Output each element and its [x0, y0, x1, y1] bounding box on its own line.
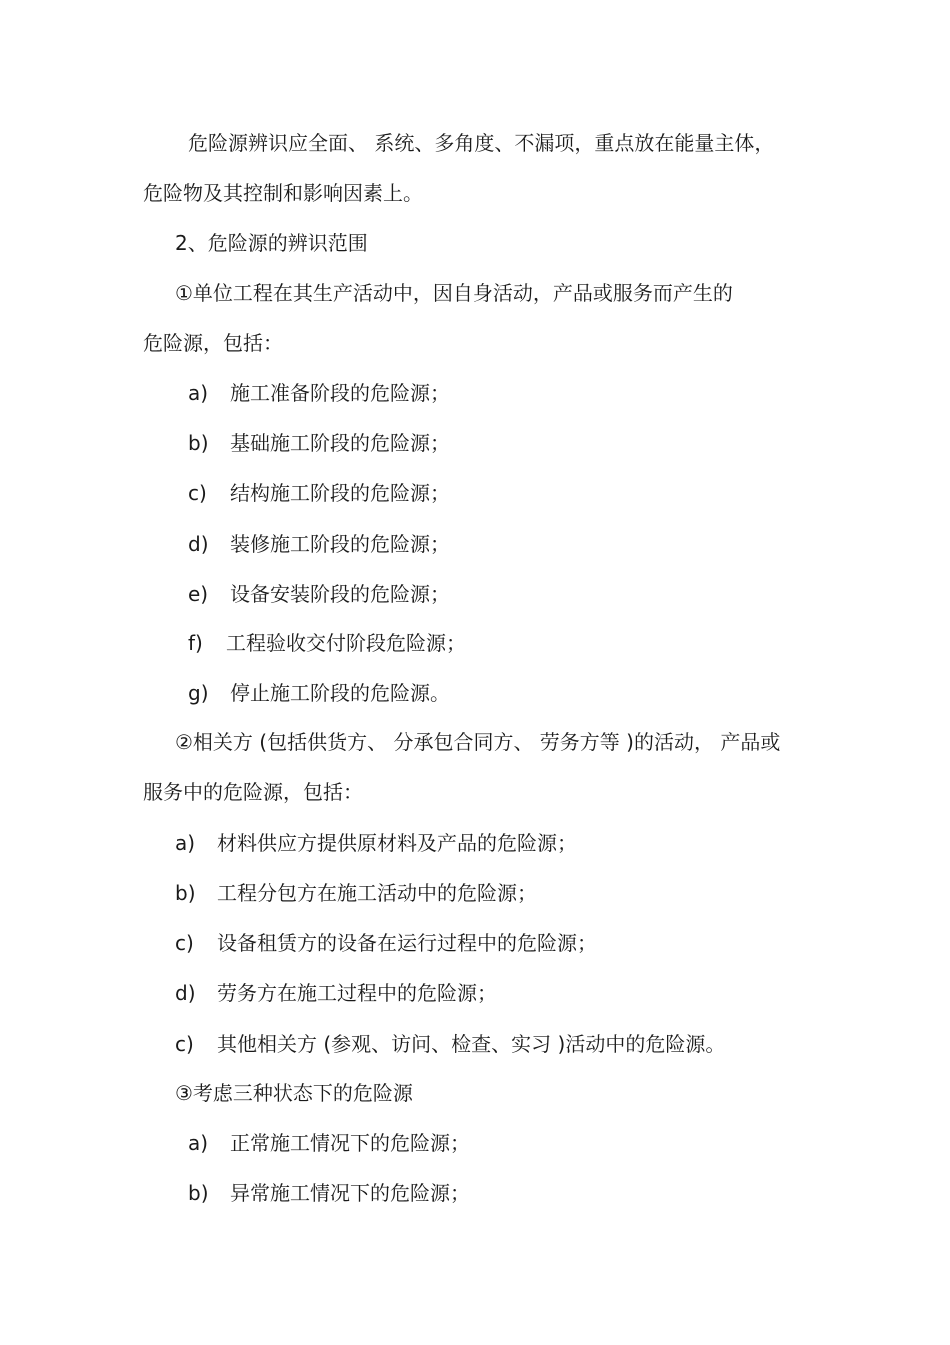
- list-marker: b): [175, 881, 196, 905]
- list-item-text: 异常施工情况下的危险源；: [230, 1181, 470, 1205]
- list-item-text: 工程验收交付阶段危险源；: [226, 631, 466, 655]
- list-marker: a): [188, 381, 209, 405]
- list-item-text: 设备安装阶段的危险源；: [230, 582, 450, 606]
- list-marker: a): [175, 831, 196, 855]
- list-item: [188, 581, 450, 607]
- list-marker: e): [188, 582, 209, 606]
- list-item: [188, 380, 450, 406]
- paragraph-scope1-line1: ①单位工程在其生产活动中，因自身活动，产品或服务而产生的: [175, 281, 733, 305]
- list-marker: d): [188, 532, 209, 556]
- paragraph-intro-line2: 危险物及其控制和影响因素上。: [143, 181, 423, 205]
- list-item: [175, 1031, 725, 1057]
- list-item-text: 材料供应方提供原材料及产品的危险源；: [217, 831, 577, 855]
- list-marker: c): [175, 931, 194, 955]
- section-heading: 2、危险源的辨识范围: [175, 231, 368, 255]
- list-marker: b): [188, 431, 209, 455]
- paragraph-scope2-line1: ②相关方 (包括供货方、 分承包合同方、 劳务方等 )的活动， 产品或: [175, 730, 781, 754]
- list-marker: g): [188, 681, 209, 705]
- list-marker: f): [188, 631, 203, 655]
- paragraph-intro-line1: 危险源辨识应全面、 系统、多角度、不漏项，重点放在能量主体，: [188, 131, 775, 155]
- list-item-text: 劳务方在施工过程中的危险源；: [217, 981, 497, 1005]
- paragraph-scope3: ③考虑三种状态下的危险源: [175, 1081, 413, 1105]
- paragraph-scope1-line2: 危险源，包括：: [143, 331, 283, 355]
- list-item-text: 装修施工阶段的危险源；: [230, 532, 450, 556]
- list-item: [188, 480, 450, 506]
- list-item: [188, 630, 466, 656]
- list-marker: b): [188, 1181, 209, 1205]
- list-marker: c): [188, 481, 207, 505]
- list-marker: d): [175, 981, 196, 1005]
- list-marker: c): [175, 1032, 194, 1056]
- list-item-text: 施工准备阶段的危险源；: [230, 381, 450, 405]
- list-item-text: 其他相关方 (参观、访问、检查、实习 )活动中的危险源。: [217, 1032, 726, 1056]
- list-item: [188, 531, 450, 557]
- list-item: [188, 680, 450, 706]
- list-item: [188, 1180, 470, 1206]
- paragraph-scope2-line2: 服务中的危险源，包括：: [143, 780, 363, 804]
- list-item: [175, 980, 497, 1006]
- list-item-text: 正常施工情况下的危险源；: [230, 1131, 470, 1155]
- list-item-text: 工程分包方在施工活动中的危险源；: [217, 881, 537, 905]
- list-item-text: 设备租赁方的设备在运行过程中的危险源；: [217, 931, 597, 955]
- list-item: [188, 430, 450, 456]
- list-item: [188, 1130, 470, 1156]
- list-item-text: 结构施工阶段的危险源；: [230, 481, 450, 505]
- list-item: [175, 930, 597, 956]
- list-item-text: 停止施工阶段的危险源。: [230, 681, 450, 705]
- list-marker: a): [188, 1131, 209, 1155]
- list-item-text: 基础施工阶段的危险源；: [230, 431, 450, 455]
- list-item: [175, 830, 577, 856]
- list-item: [175, 880, 537, 906]
